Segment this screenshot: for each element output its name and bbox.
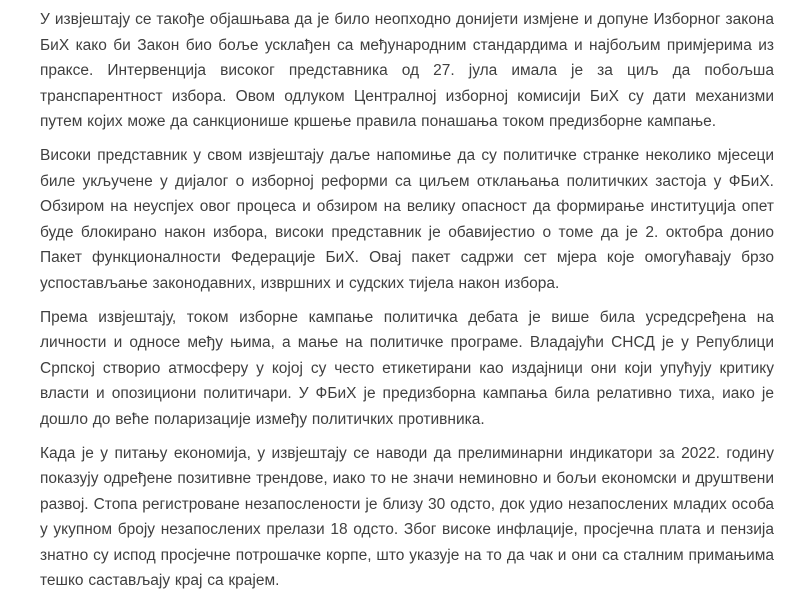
paragraph-election-law-amendments: У извјештају се такође објашњава да је било неопходно донијети измјене и допуне Изборног закона БиХ како би Закон био боље усклађен са међународним стандардима и најбољим примјерима из праксе. Интервенција високог представника од 27. јула имала је за циљ да побољша транспарентност избора. Овом одлуком Централној изборној комисији БиХ су дати механизми путем којих може да санкционише кршење правила понашања током предизборне кампање. — [40, 7, 774, 135]
paragraph-campaign-debate: Према извјештају, током изборне кампање политичка дебата је више била усредсређена на личности и односе међу њима, а мање на политичке програме. Владајући СНСД је у Републици Српској створио атмосферу у којој су често етикетирани као издајници они који упућују критику власти и опозициони политичари. У ФБиХ је предизборна кампања била релативно тиха, иако је дошло до веће поларизације између политичких противника. — [40, 305, 774, 433]
paragraph-economy-indicators: Када је у питању економија, у извјештају се наводи да прелиминарни индикатори за 2022. годину показују одређене позитивне трендове, иако то не значи неминовно и бољи економски и друштвени развој. Стопа регистроване незапослености је близу 30 одсто, док удио незапослених младих особа у укупном броју незапослених прелази 18 одсто. Због високе инфлације, просјечна плата и пензија знатно су испод просјечне потрошачке корпе, што указује на то да чак и они са сталним примањима тешко састављају крај са крајем. — [40, 441, 774, 594]
paragraph-functionality-package: Високи представник у свом извјештају даље напомиње да су политичке странке неколико мјесеци биле укључене у дијалог о изборној реформи са циљем отклањања политичких застоја у ФБиХ. Обзиром на неуспјех овог процеса и обзиром на велику опасност да формирање институција опет буде блокирано након избора, високи представник је обавијестио о томе да је 2. октобра донио Пакет функционалности Федерације БиХ. Овај пакет садржи сет мјера које омогућавају брзо успостављање законодавних, извршних и судских тијела након избора. — [40, 143, 774, 297]
